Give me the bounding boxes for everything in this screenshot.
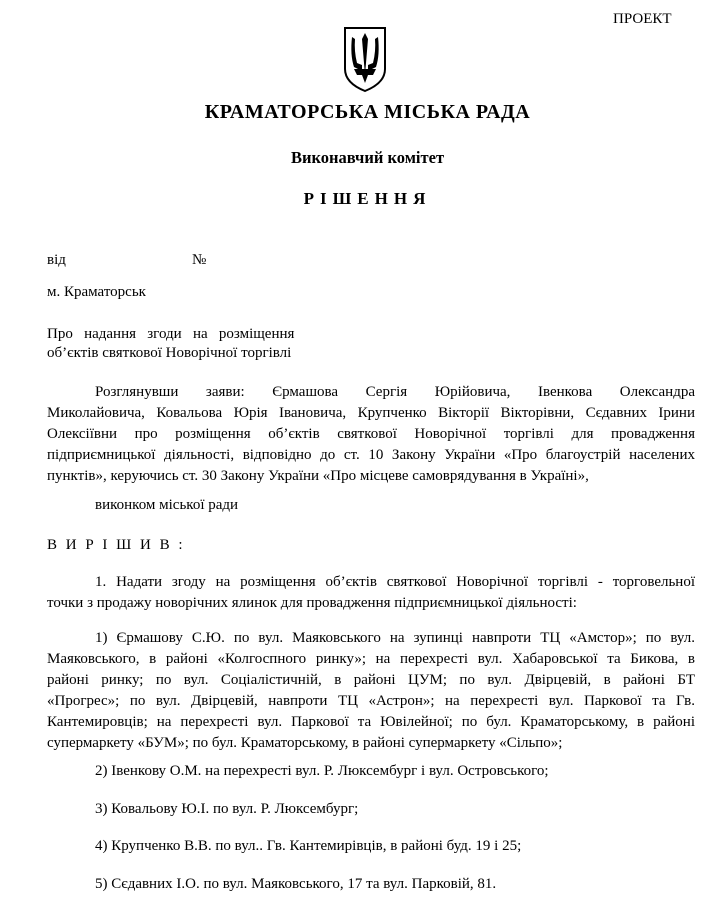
- sub-item-3: 3) Ковальову Ю.І. по вул. Р. Люксембург;: [95, 801, 359, 817]
- sub-item-1-line: Маяковського, в районі «Колгоспного ринку»; на перехресті вул. Хабаровської та Бикова, в: [47, 651, 695, 667]
- intro-line: Миколайовича, Ковальова Юрія Івановича, Крупченко Вікторії Вікторівни, Сєдавних Ірини: [47, 405, 695, 421]
- sub-item-4: 4) Крупченко В.В. по вул.. Гв. Кантемирівців, в районі буд. 19 і 25;: [95, 838, 522, 854]
- number-label: №: [192, 252, 207, 268]
- sub-item-2: 2) Івенкову О.М. на перехресті вул. Р. Люксембург і вул. Островського;: [95, 763, 549, 779]
- by-committee-text: виконком міської ради: [95, 497, 239, 513]
- intro-line: пунктів», керуючись ст. 30 Закону України «Про місцеве самоврядування в Україні»,: [47, 468, 589, 484]
- sub-item-1: [47, 628, 695, 754]
- intro-line: підприємницької діяльності, відповідно до ст. 10 Закону України «Про благоустрій населених: [47, 447, 695, 463]
- sub-item-1-line: «Прогрес»; по вул. Двірцевій, навпроти ТЦ «Астрон»; на перехресті вул. Паркової та Гв.: [47, 693, 695, 709]
- subject-line-1: Про надання згоди на розміщення: [47, 326, 295, 342]
- sub-item-1-line: районі ринку; по вул. Соціалістичній, в районі ЦУМ; по вул. Двірцевій, в районі БТ: [47, 672, 695, 688]
- draft-label: ПРОЕКТ: [613, 11, 672, 27]
- sub-item-5: 5) Сєдавних І.О. по вул. Маяковського, 17 та вул. Парковій, 81.: [95, 876, 497, 892]
- subject-line-2: об’єктів святкової Новорічної торгівлі: [47, 345, 292, 361]
- item-1-line: точки з продажу новорічних ялинок для провадження підприємницької діяльності:: [47, 595, 577, 611]
- council-title: КРАМАТОРСЬКА МІСЬКА РАДА: [204, 101, 531, 123]
- intro-line: Розглянувши заяви: Єрмашова Сергія Юрійовича, Івенкова Олександра: [95, 384, 695, 400]
- committee-title: Виконавчий комітет: [290, 148, 445, 167]
- intro-paragraph: [47, 382, 695, 487]
- decision-title: РІШЕННЯ: [303, 189, 432, 208]
- city-label: м. Краматорськ: [47, 284, 146, 300]
- intro-line: Олексіївни про розміщення об’єктів святкової Новорічної торгівлі для провадження: [47, 426, 695, 442]
- item-1: [47, 572, 695, 614]
- trident-emblem-icon: [340, 25, 390, 93]
- sub-item-1-line: Кантемировців; на перехресті вул. Паркової та Ювілейної; по бул. Краматорському, в районі: [47, 714, 695, 730]
- date-label: від: [47, 252, 66, 268]
- resolved-heading: В И Р І Ш И В :: [47, 537, 186, 553]
- sub-item-1-line: супермаркету «БУМ»; по бул. Краматорському, в районі супермаркету «Сільпо»;: [47, 735, 563, 751]
- item-1-line: 1. Надати згоду на розміщення об’єктів святкової Новорічної торгівлі - торговельної: [95, 574, 695, 590]
- sub-item-1-line: 1) Єрмашову С.Ю. по вул. Маяковського на зупинці навпроти ТЦ «Амстор»; по вул.: [95, 630, 695, 646]
